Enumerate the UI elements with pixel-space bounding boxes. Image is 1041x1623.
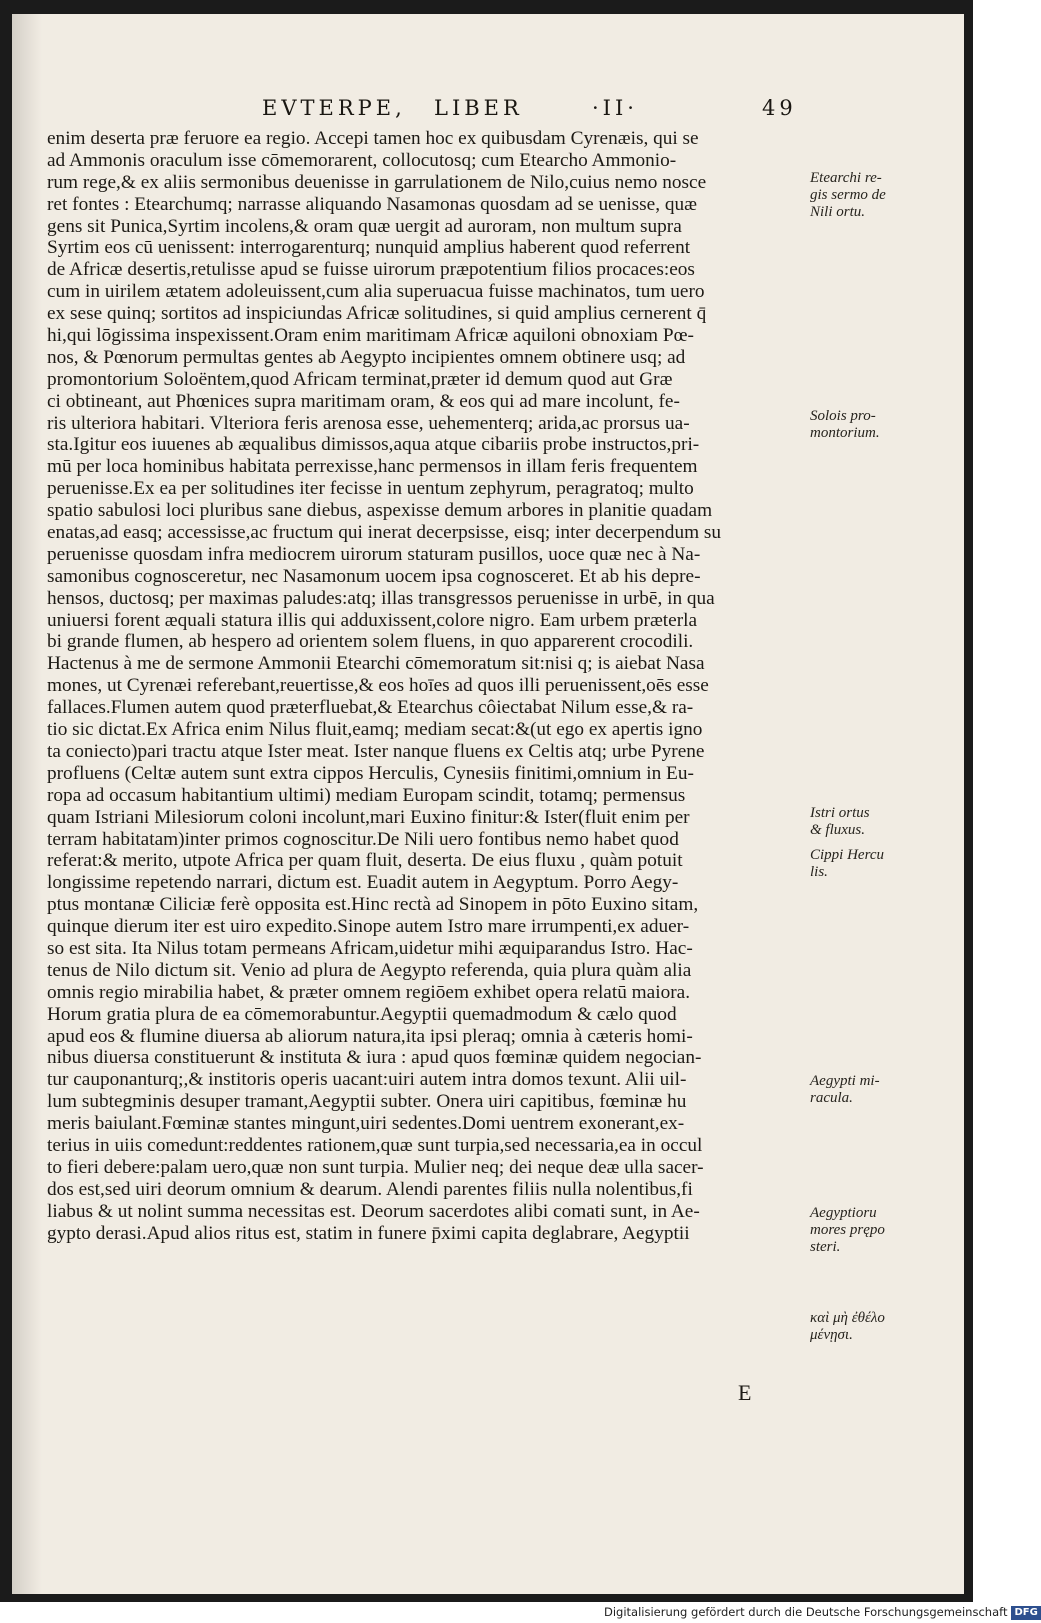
margin-note-line: Solois pro- (810, 408, 876, 424)
margin-note-line: gis sermo de (810, 187, 886, 203)
text-line: dos est,sed uiri deorum omnium & dearum. Alendi parentes filiis nulla nolentibus,fi (47, 1178, 693, 1200)
margin-note-line: Etearchi re- (810, 170, 882, 186)
text-line: liabus & ut nolint summa necessitas est. Deorum sacerdotes alibi comati sunt, in Ae- (47, 1200, 700, 1222)
page-number: 49 (762, 96, 797, 120)
text-line: ropa ad occasum habitantium ultimi) mediam Europam scindit, totamq; permensus (47, 784, 686, 806)
margin-note (810, 1073, 906, 1107)
margin-note-line: montorium. (810, 425, 880, 441)
text-line: so est sita. Ita Nilus totam permeans Africam,uidetur mihi æquiparandus Istro. Hac- (47, 937, 693, 959)
text-line: terius in uiis comedunt:reddentes rationem,quæ sunt turpia,sed necessaria,ea in occul (47, 1134, 703, 1156)
text-line: referat:& merito, utpote Africa per quam fluit, deserta. De eius fluxu , quàm potuit (47, 850, 683, 872)
dfg-logo: DFG (1011, 1606, 1040, 1620)
text-line: ret fontes : Etearchumq; narrasse aliquando Nasamonas quosdam ad se uenisse, quæ (47, 193, 698, 215)
body-text (47, 128, 807, 1244)
text-line: ris ulteriora habitari. Vlteriora feris arenosa esse, uehementerq; arida,ac prorsus ua- (47, 412, 690, 434)
text-line: gens sit Punica,Syrtim incolens,& oram quæ uergit ad auroram, non multum supra (47, 215, 682, 237)
margin-note-line: & fluxus. (810, 822, 865, 838)
text-line: to fieri debere:palam uero,quæ non sunt turpia. Mulier neq; dei neque deæ ulla sacer- (47, 1156, 704, 1178)
text-line: nibus diuersa constituerunt & instituta & iura : apud quos fœminæ quidem negocian- (47, 1047, 702, 1069)
text-line: mū per loca hominibus habitata perrexisse,hanc permensos in illam feris frequentem (47, 456, 698, 478)
margin-note (810, 170, 906, 221)
text-line: hensos, ductosq; per maximas paludes:atq; illas transgressos peruenisse in urbē, in qua (47, 587, 715, 609)
text-line: apud eos & flumine diuersa ab aliorum natura,ita ipsi pleraq; omnia à cæteris homi- (47, 1025, 693, 1047)
text-line: ptus montanæ Ciliciæ ferè opposita est.Hinc rectà ad Sinopem in pōto Euxino sitam, (47, 894, 699, 916)
text-line: enim deserta præ feruore ea regio. Accepi tamen hoc ex quibusdam Cyrenæis, qui se (47, 128, 699, 149)
text-line: tenus de Nilo dictum sit. Venio ad plura de Aegypto referenda, quia plura quàm alia (47, 959, 692, 981)
margin-note (810, 805, 906, 839)
text-line: gypto derasi.Apud alios ritus est, statim in funere p̄ximi capita deglabrare, Aegyptii (47, 1222, 690, 1244)
page-gutter-shadow (12, 14, 42, 1594)
margin-note-line: lis. (810, 864, 828, 880)
text-line: longissime repetendo narrari, dictum est. Euadit autem in Aegyptum. Porro Aegy- (47, 872, 679, 894)
margin-note-greek (810, 1310, 906, 1344)
text-line: spatio sabulosi loci pluribus sane diebus, aspexisse demum arbores in planitie quadam (47, 500, 713, 522)
footer-credit (604, 1603, 1041, 1621)
text-line: ci obtineant, aut Phœnices supra maritimam oram, & eos qui ad mare incolunt, fe- (47, 390, 680, 412)
text-line: sta.Igitur eos iuuenes ab æqualibus dimissos,aqua atque cibariis probe instructos,pri- (47, 434, 700, 456)
header-book-name: EVTERPE, (262, 96, 406, 120)
margin-note-line: Cippi Hercu (810, 847, 885, 863)
margin-note-line: steri. (810, 1239, 841, 1255)
signature-mark: E (738, 1380, 752, 1405)
text-line: enatas,ad easq; accessisse,ac fructum qui inerat decerpsisse, eisq; inter decerpendum su (47, 522, 722, 544)
text-line: lum subtegminis desuper tramant,Aegyptii subter. Onera uiri capitibus, fœminæ hu (47, 1091, 687, 1113)
text-line: ex sese quinq; sortitos ad inspiciundas Africæ solitudines, si quid amplius cernerent q̄ (47, 303, 707, 325)
header-liber: LIBER (434, 96, 523, 120)
text-line: tio sic dictat.Ex Africa enim Nilus fluit,eamq; mediam secat:&(ut ego ex apertis igno (47, 719, 703, 741)
footer-text: Digitalisierung gefördert durch die Deutsche Forschungsgemeinschaft (604, 1605, 1008, 1619)
text-line: profluens (Celtæ autem sunt extra cippos Herculis, Cynesiis finitimi,omnium in Eu- (47, 762, 694, 784)
header-numeral: ·II· (592, 96, 638, 120)
margin-note-line: Istri ortus (810, 805, 870, 821)
text-line: samonibus cognosceretur, nec Nasamonum uocem ipsa cognosceret. Et ab his depre- (47, 565, 701, 587)
text-line: uniuersi forent æquali statura illis qui adduxissent,colore nigro. Eam urbem præterla (47, 609, 698, 631)
text-line: cum in uirilem ætatem adoleuissent,cum alia superuacua fuisse machinatos, tum uero (47, 281, 705, 303)
text-line: promontorium Soloëntem,quod Africam terminat,præter id demum quod aut Græ (47, 368, 673, 390)
running-header (262, 96, 802, 126)
margin-note (810, 847, 906, 881)
margin-note-line: racula. (810, 1090, 853, 1106)
text-line: nos, & Pœnorum permultas gentes ab Aegypto incipientes omnem obtinere usq; ad (47, 346, 686, 368)
margin-note-line: καὶ μὴ ἐθέλο (810, 1310, 885, 1326)
text-line: ta coniecto)pari tractu atque Ister meat. Ister nanque fluens ex Celtis atq; urbe Pyrene (47, 740, 705, 762)
margin-note-line: Aegypti mi- (810, 1073, 880, 1089)
text-line: hi,qui lōgissima inspexissent.Oram enim maritimam Africæ aquiloni obnoxiam Pœ- (47, 325, 694, 347)
margin-note (810, 1205, 906, 1256)
margin-note-line: μένῃσι. (810, 1327, 853, 1343)
text-line: tur cauponanturq;,& institoris operis uacant:uiri autem intra domos texunt. Alii uil- (47, 1069, 687, 1091)
text-line: terram habitatam)inter primos cognoscitur.De Nili uero fontibus nemo habet quod (47, 828, 679, 850)
margin-note-line: Aegyptioru (810, 1205, 877, 1221)
text-line: ad Ammonis oraculum isse cōmemorarent, collocutosq; cum Etearcho Ammonio- (47, 149, 677, 171)
text-line: quam Istriani Milesiorum coloni incolunt,mari Euxino finitur:& Ister(fluit enim per (47, 806, 690, 828)
text-line: fallaces.Flumen autem quod præterfluebat,& Etearchus côiectabat Nilum esse,& ra- (47, 697, 694, 719)
text-line: mones, ut Cyrenæi referebant,reuertisse,& eos hoīes ad quos illi peruenissent,oēs esse (47, 675, 709, 697)
text-line: peruenisse.Ex ea per solitudines iter fecisse in uentum zephyrum, peragratoq; multo (47, 478, 694, 500)
text-line: quinque dierum iter est uiro expedito.Sinope autem Istro mare irrumpenti,ex aduer- (47, 916, 690, 938)
margin-note (810, 408, 906, 442)
text-line: Hactenus à me de sermone Ammonii Etearchi cōmemoratum sit:nisi q; is aiebat Nasa (47, 653, 705, 675)
margin-note-line: Nili ortu. (810, 204, 866, 220)
text-line: rum rege,& ex aliis sermonibus deuenisse in garrulationem de Nilo,cuius nemo nosce (47, 171, 707, 193)
text-line: Syrtim eos cū uenissent: interrogarenturq; nunquid amplius haberent quod referrent (47, 237, 691, 259)
text-line: peruenisse quosdam infra mediocrem uirorum staturam pusillos, uoce quæ nec à Na- (47, 543, 701, 565)
text-line: de Africæ desertis,retulisse apud se fuisse uirorum præpotentium filios procaces:eos (47, 259, 695, 281)
text-line: bi grande flumen, ab hespero ad orientem solem fluens, in quo apparerent crocodili. (47, 631, 694, 653)
text-line: meris baiulant.Fœminæ stantes mingunt,uiri sedentes.Domi uentrem exonerant,ex- (47, 1113, 685, 1135)
text-line: Horum gratia plura de ea cōmemorabuntur.Aegyptii quemadmodum & cælo quod (47, 1003, 677, 1025)
margin-note-line: mores prępo (810, 1222, 885, 1238)
text-line: omnis regio mirabilia habet, & præter omnem regiōem exhibet opera relatū maiora. (47, 981, 691, 1003)
